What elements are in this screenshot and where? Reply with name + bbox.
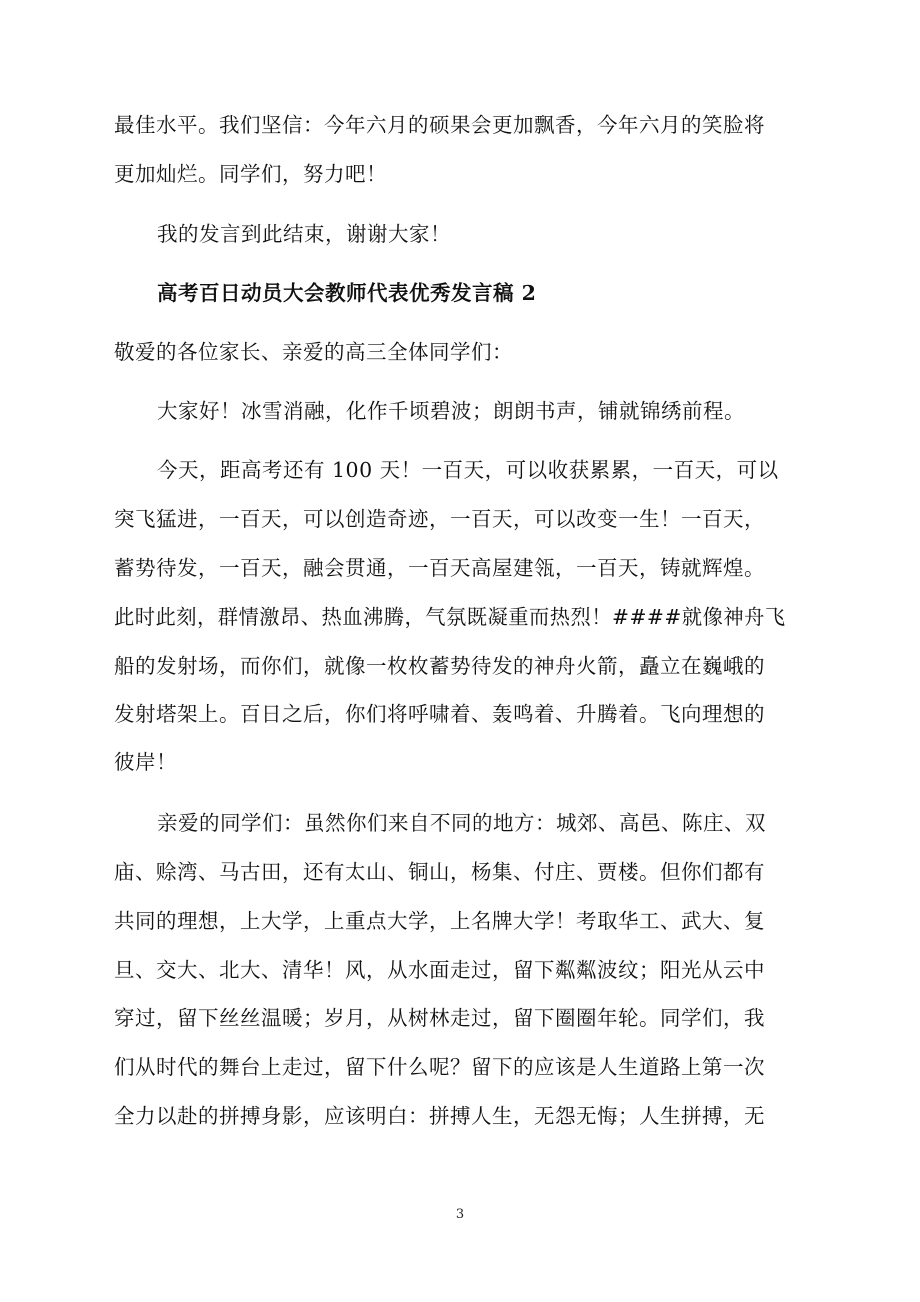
text-line-10: 此时此刻，群情激昂、热血沸腾，气氛既凝重而热烈！####就像神舟飞 <box>114 605 786 629</box>
text-line-19: 们从时代的舞台上走过，留下什么呢？留下的应该是人生道路上第一次 <box>114 1055 765 1079</box>
text-line-13: 彼岸！ <box>114 750 177 774</box>
text-line-16: 共同的理想，上大学，上重点大学，上名牌大学！考取华工、武大、复 <box>114 909 765 933</box>
text-line-7: 今天，距高考还有 100 天！一百天，可以收获累累，一百天，可以 <box>157 458 779 482</box>
text-line-18: 穿过，留下丝丝温暖；岁月，从树林走过，留下圈圈年轮。同学们，我 <box>114 1006 765 1030</box>
text-line-20: 全力以赴的拼搏身影，应该明白：拼搏人生，无怨无悔；人生拼搏，无 <box>114 1104 765 1128</box>
text-line-9: 蓄势待发，一百天，融会贯通，一百天高屋建瓴，一百天，铸就辉煌。 <box>114 556 765 580</box>
text-line-1: 最佳水平。我们坚信：今年六月的硕果会更加飘香，今年六月的笑脸将 <box>114 113 765 137</box>
text-line-2: 更加灿烂。同学们，努力吧！ <box>114 162 387 186</box>
text-line-14: 亲爱的同学们：虽然你们来自不同的地方：城郊、高邑、陈庄、双 <box>157 811 766 835</box>
text-line-6: 大家好！冰雪消融，化作千顷碧波；朗朗书声，铺就锦绣前程。 <box>157 399 745 423</box>
text-line-3: 我的发言到此结束，谢谢大家！ <box>157 222 451 246</box>
text-line-12: 发射塔架上。百日之后，你们将呼啸着、轰鸣着、升腾着。飞向理想的 <box>114 702 765 726</box>
text-line-15: 庙、赊湾、马古田，还有太山、铜山，杨集、付庄、贾楼。但你们都有 <box>114 860 765 884</box>
section-heading: 高考百日动员大会教师代表优秀发言稿 2 <box>157 281 537 305</box>
text-line-17: 旦、交大、北大、清华！风，从水面走过，留下粼粼波纹；阳光从云中 <box>114 958 765 982</box>
page-number: 3 <box>455 1207 465 1222</box>
text-line-8: 突飞猛进，一百天，可以创造奇迹，一百天，可以改变一生！一百天， <box>114 507 765 531</box>
salutation: 敬爱的各位家长、亲爱的高三全体同学们： <box>114 340 513 364</box>
text-line-11: 船的发射场，而你们，就像一枚枚蓄势待发的神舟火箭，矗立在巍峨的 <box>114 654 765 678</box>
